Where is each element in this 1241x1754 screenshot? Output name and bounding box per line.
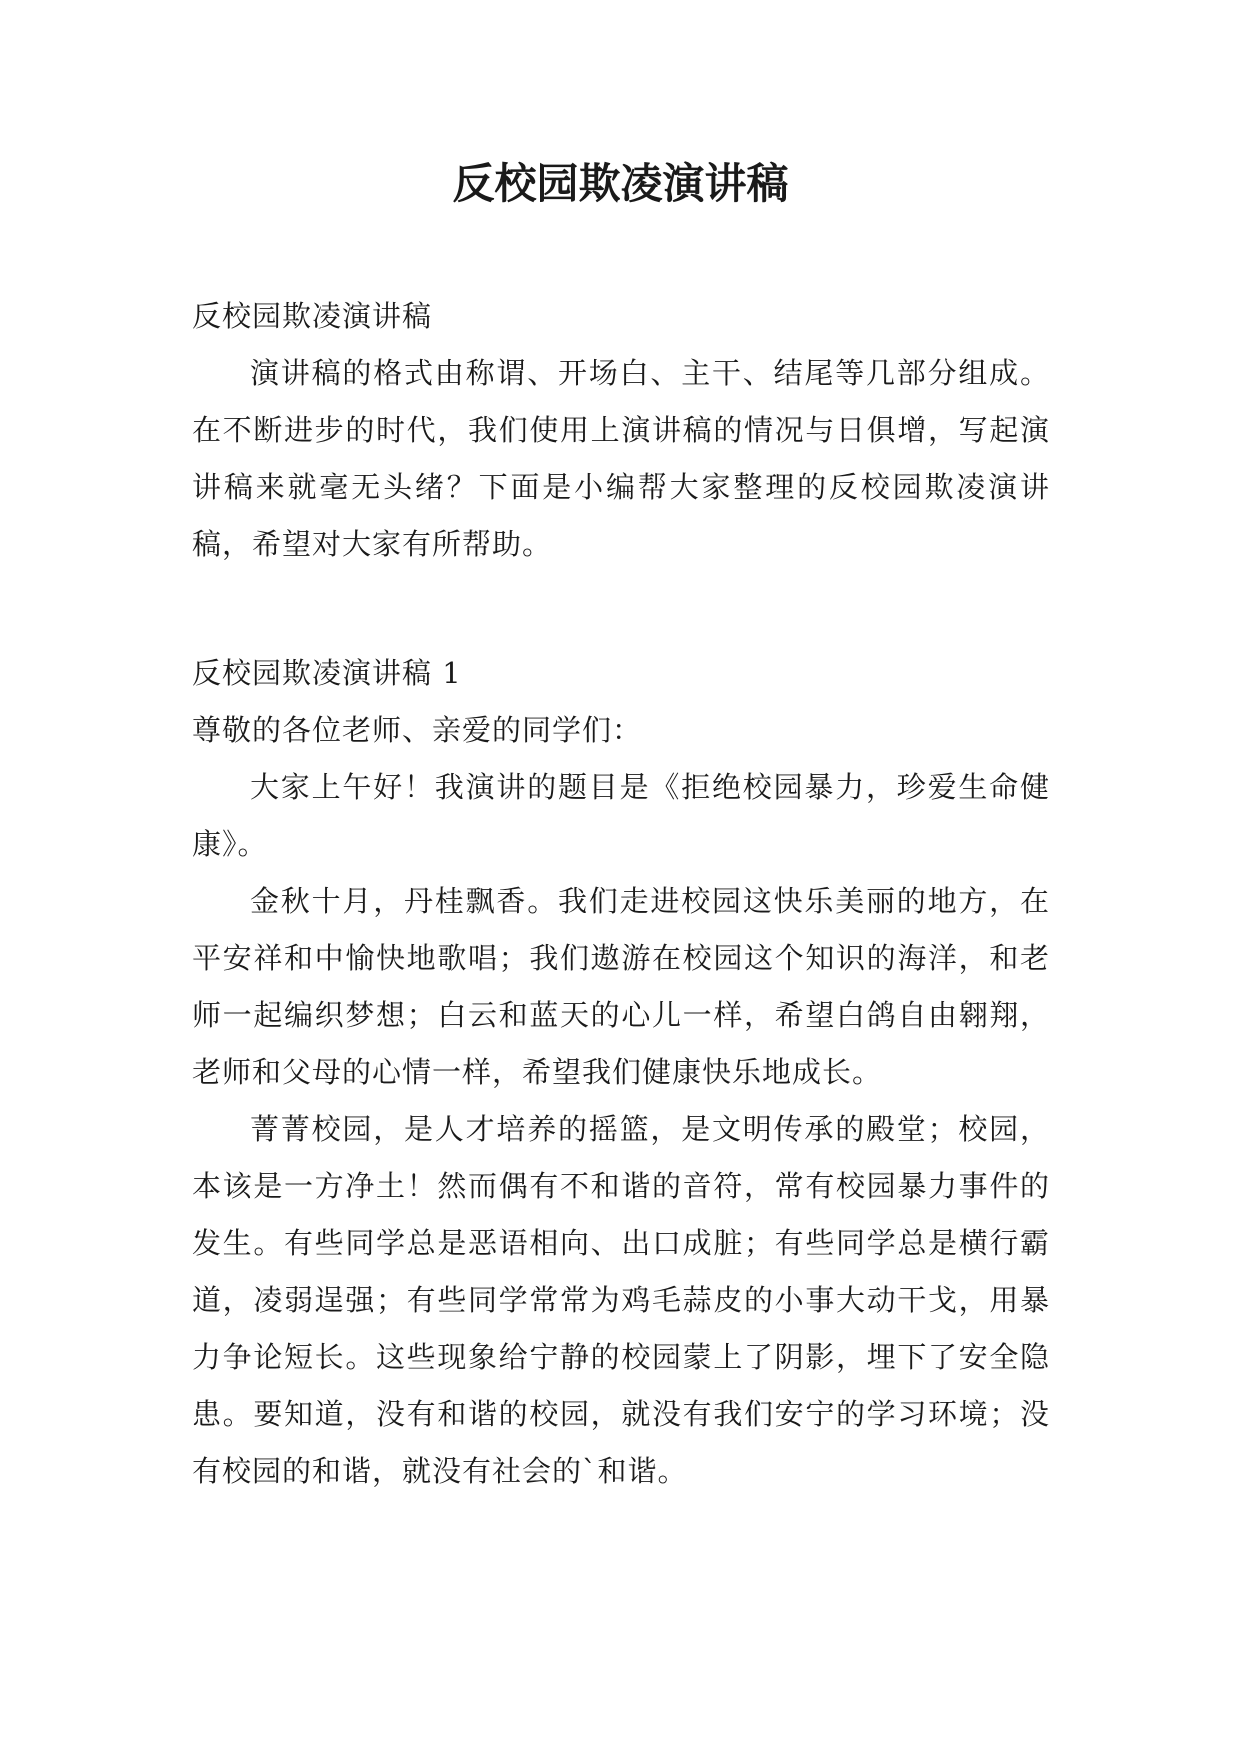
document-subtitle: 反校园欺凌演讲稿 bbox=[192, 299, 433, 333]
section-spacer bbox=[192, 573, 1050, 645]
document-title: 反校园欺凌演讲稿 bbox=[452, 159, 789, 208]
body-paragraph-1: 大家上午好！我演讲的题目是《拒绝校园暴力，珍爱生命健康》。 bbox=[192, 770, 1050, 861]
body-paragraph-3: 菁菁校园，是人才培养的摇篮，是文明传承的殿堂；校园，本该是一方净土！然而偶有不和谐的音符，常有校园暴力事件的发生。有些同学总是恶语相向、出口成脏；有些同学总是横行霸道，凌弱逞强；有些同学常常为鸡毛蒜皮的小事大动干戈，用暴力争论短长。这些现象给宁静的校园蒙上了阴影，埋下了安全隐患。要知道，没有和谐的校园，就没有我们安宁的学习环境；没有校园的和谐，就没有社会的`和谐。 bbox=[192, 1112, 1050, 1488]
body-paragraph-2: 金秋十月，丹桂飘香。我们走进校园这快乐美丽的地方，在平安祥和中愉快地歌唱；我们遨游在校园这个知识的海洋，和老师一起编织梦想；白云和蓝天的心儿一样，希望白鸽自由翱翔，老师和父母的心情一样，希望我们健康快乐地成长。 bbox=[192, 884, 1050, 1089]
intro-paragraph: 演讲稿的格式由称谓、开场白、主干、结尾等几部分组成。在不断进步的时代，我们使用上演讲稿的情况与日俱增，写起演讲稿来就毫无头绪？下面是小编帮大家整理的反校园欺凌演讲稿，希望对大家有所帮助。 bbox=[192, 356, 1050, 561]
section-heading: 反校园欺凌演讲稿 1 bbox=[192, 656, 462, 690]
salutation: 尊敬的各位老师、亲爱的同学们： bbox=[192, 713, 643, 747]
document-body bbox=[192, 288, 1050, 1500]
